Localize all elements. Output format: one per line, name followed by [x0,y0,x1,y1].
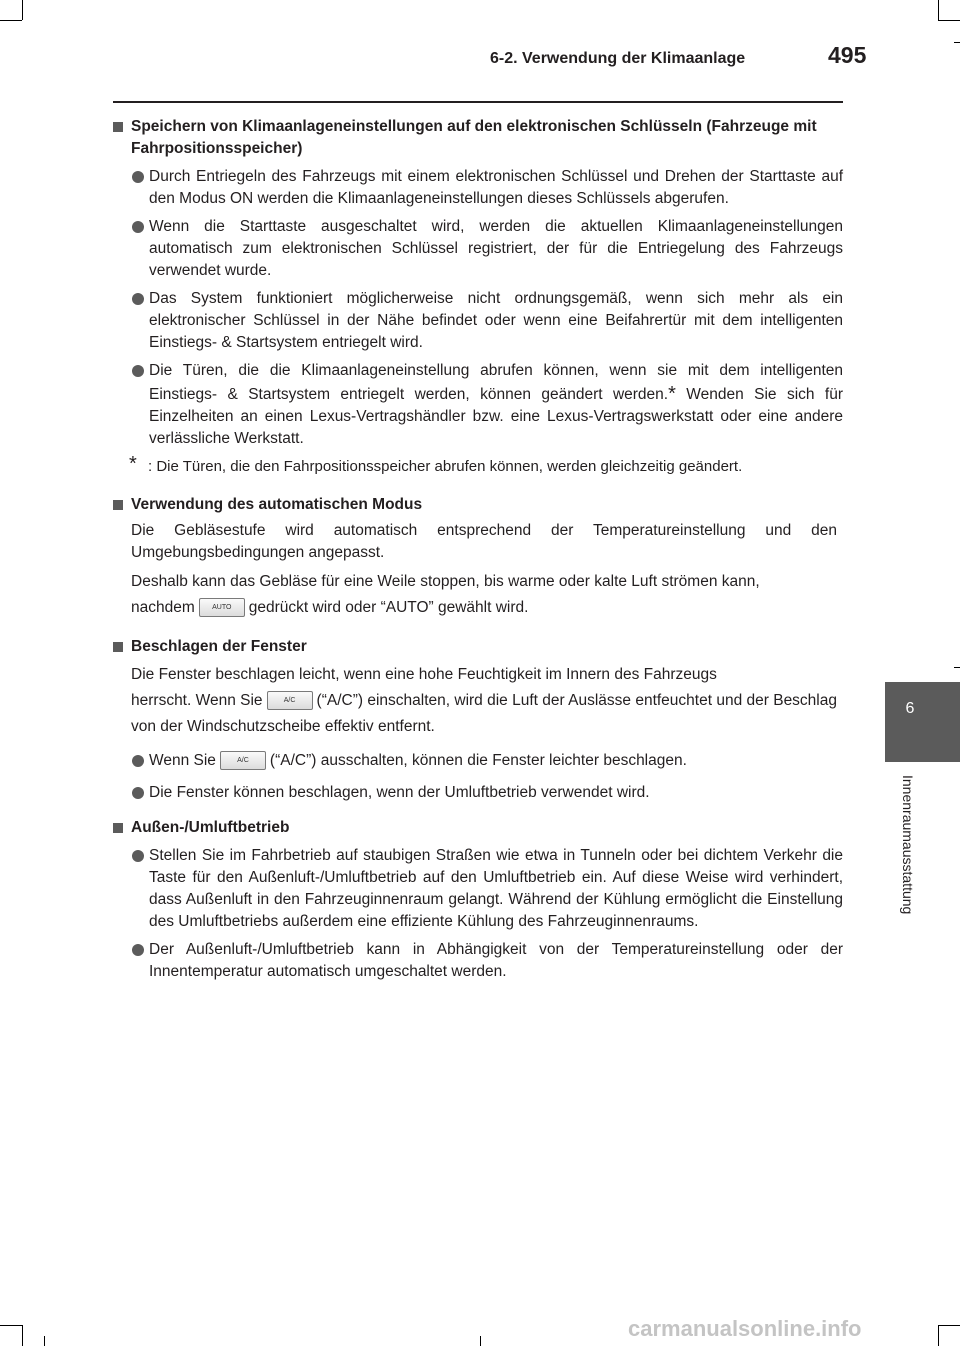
watermark: carmanualsonline.info [628,1316,862,1341]
section-heading: Außen-/Umluftbetrieb [113,817,843,839]
crop-mark [954,667,960,668]
round-bullet-icon [132,171,144,183]
crop-mark [954,42,960,43]
section-key-memory [113,116,843,478]
bullet-item: Wenn die Starttaste ausgeschaltet wird, werden die aktuellen Klimaanlageneinstellungen automatisch zum elektronischen Schlüssel registriert, der für die Entriegelung des Fahrzeugs verwendet wurde. [113,216,843,282]
section-heading: Verwendung des automatischen Modus [113,494,843,516]
bullet-item: Die Fenster können beschlagen, wenn der Umluftbetrieb verwendet wird. [113,782,843,804]
section-heading: Beschlagen der Fenster [113,636,843,658]
crop-mark [22,1325,23,1346]
round-bullet-icon [132,293,144,305]
crop-mark [938,20,960,21]
crop-mark [938,1325,939,1346]
crop-mark [0,1325,22,1326]
bullet-item: Durch Entriegeln des Fahrzeugs mit einem elektronischen Schlüssel und Drehen der Starttaste auf den Modus ON werden die Klimaanlageneinstellungen dieses Schlüssels abgerufen. [113,166,843,210]
paragraph: Die Fenster beschlagen leicht, wenn eine hohe Feuchtigkeit im Innern des Fahrzeugs herrscht. Wenn Sie A/C (“A/C”) einschalten, wird die Luft der Auslässe entfeuchtet und der Beschlag von der Windschutzscheibe effektiv entfernt. [131,666,837,735]
header-divider [113,101,843,103]
square-bullet-icon [113,823,123,833]
footnote-marker: * [668,383,676,405]
page-content [113,116,843,983]
bullet-item: Stellen Sie im Fahrbetrieb auf staubigen Straßen wie etwa in Tunneln oder bei dichtem Verkehr die Taste für den Außenluft-/Umluftbetrieb auf den Umluftbetrieb ein. Auf diese Weise wird verhindert, dass Außenluft in den Fahrzeuginnenraum gelangt. Während der Kühlung ermöglicht die Einstellung des Umluftbetriebs außerdem eine effiziente Kühlung des Fahrzeuginnenraums. [113,845,843,933]
square-bullet-icon [113,642,123,652]
section-recirculation [113,817,843,983]
ac-button-icon: A/C [220,751,266,770]
ac-button-icon: A/C [267,691,313,710]
crop-mark [22,0,23,20]
crop-mark [480,1336,481,1346]
chapter-number: 6 [905,700,915,717]
crop-mark [938,0,939,20]
round-bullet-icon [132,221,144,233]
chapter-tab [885,682,960,762]
bullet-item: Die Türen, die die Klimaanlageneinstellung abrufen können, wenn sie mit dem intelligenten Einstiegs- & Startsystem entriegelt werden, können geändert werden.* Wenden Sie sich für Einzelheiten an einen Lexus-Vertragshändler bzw. eine Lexus-Vertragswerkstatt oder eine andere verlässliche Werkstatt. [113,360,843,450]
footnote-asterisk: * [129,453,137,475]
round-bullet-icon [132,944,144,956]
round-bullet-icon [132,755,144,767]
crop-mark [938,1325,960,1326]
round-bullet-icon [132,787,144,799]
section-title: 6-2. Verwendung der Klimaanlage [490,50,746,67]
section-heading: Speichern von Klimaanlageneinstellungen auf den elektronischen Schlüsseln (Fahrzeuge mit Fahrpositionsspeicher) [113,116,843,160]
round-bullet-icon [132,365,144,377]
paragraph: Die Gebläsestufe wird automatisch entsprechend der Temperatureinstellung und den Umgebungsbedingungen angepasst. [131,522,837,561]
paragraph: Deshalb kann das Gebläse für eine Weile stoppen, bis warme oder kalte Luft strömen kann, nachdem AUTO gedrückt wird oder “AUTO” gewählt wird. [131,573,760,616]
chapter-label: Innenraumausstattung [900,775,916,915]
bullet-item: Das System funktioniert möglicherweise nicht ordnungsgemäß, wenn sich mehr als ein elektronischer Schlüssel in der Nähe befindet oder wenn eine Beifahrertür mit dem intelligenten Einstiegs- & Startsystem entriegelt wird. [113,288,843,354]
bullet-item: Der Außenluft-/Umluftbetrieb kann in Abhängigkeit von der Temperatureinstellung oder der Innentemperatur automatisch umgeschaltet werden. [113,939,843,983]
bullet-item: Wenn Sie A/C (“A/C”) ausschalten, können die Fenster leichter beschlagen. [113,750,843,772]
auto-button-icon: AUTO [199,598,245,617]
chapter-label-wrap [900,775,920,955]
square-bullet-icon [113,122,123,132]
footnote: * : Die Türen, die den Fahrpositionsspeicher abrufen können, werden gleichzeitig geändert. [129,453,743,475]
square-bullet-icon [113,500,123,510]
crop-mark [0,20,22,21]
crop-mark [44,1336,45,1346]
round-bullet-icon [132,850,144,862]
page-number: 495 [828,42,867,68]
section-auto-mode [113,494,843,623]
section-window-fogging [113,636,843,804]
